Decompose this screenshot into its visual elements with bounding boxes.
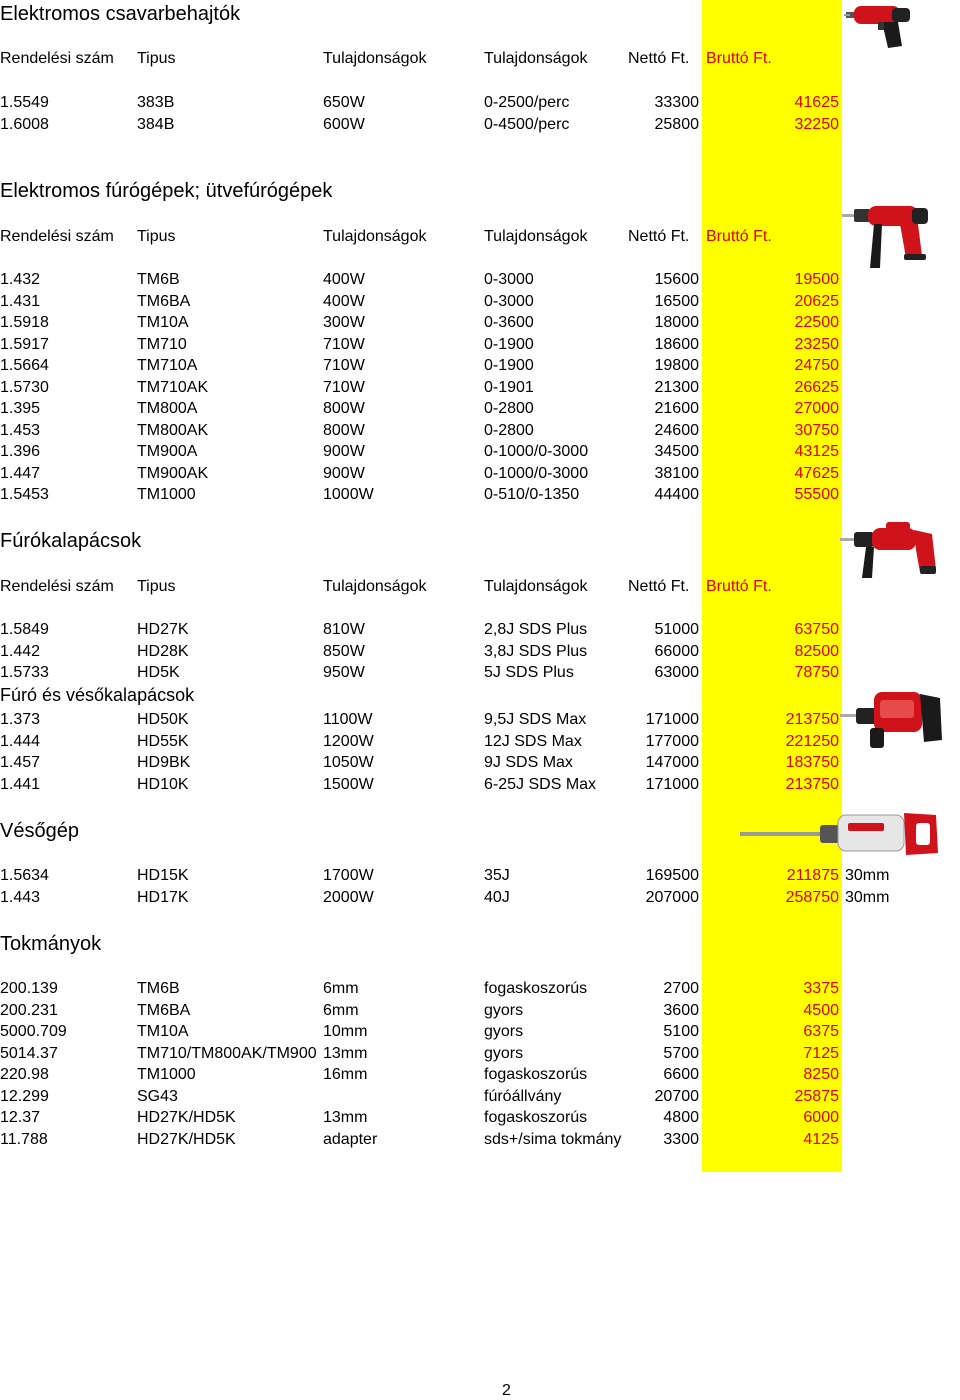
header-cell: Tulajdonságok (484, 578, 588, 595)
table-cell: 6600 (663, 1066, 699, 1083)
table-row (0, 775, 900, 795)
table-cell: gyors (484, 1044, 524, 1062)
table-row (0, 93, 900, 113)
table-cell: 6375 (803, 1023, 839, 1040)
table-cell: 1.5634 (0, 867, 49, 884)
table-row (0, 356, 900, 376)
table-cell: 221250 (785, 732, 839, 750)
table-row (0, 888, 900, 908)
table-row (0, 313, 900, 333)
table-row (0, 1022, 900, 1042)
table-cell: 26625 (794, 378, 839, 396)
table-cell: 213750 (785, 775, 839, 793)
table-cell: 19500 (794, 271, 839, 288)
table-cell: 800W (323, 421, 365, 439)
table-row (0, 115, 900, 135)
table-row (0, 421, 900, 441)
table-cell: 1.6008 (0, 115, 49, 133)
table-cell: 30mm (845, 867, 890, 884)
table-cell: 1500W (323, 775, 374, 793)
table-cell: 650W (323, 94, 365, 111)
table-cell: 2700 (663, 980, 699, 997)
table-cell: 21600 (654, 400, 699, 417)
table-cell: 1.5549 (0, 94, 49, 111)
table-row (0, 378, 900, 398)
table-cell: 169500 (645, 867, 699, 884)
table-cell: HD27K/HD5K (137, 1109, 236, 1126)
header-cell: Rendelési szám (0, 578, 114, 595)
header-cell: Rendelési szám (0, 50, 114, 67)
table-cell: 850W (323, 642, 365, 660)
table-cell: 0-3000 (484, 271, 534, 288)
table-cell: 800W (323, 400, 365, 417)
table-cell: 23250 (794, 335, 839, 353)
table-cell: 2,8J SDS Plus (484, 621, 588, 638)
table-header (0, 577, 900, 597)
table-cell: 32250 (794, 115, 839, 133)
table-cell: 24600 (654, 421, 699, 439)
table-cell: 1.396 (0, 443, 41, 460)
table-cell: 4800 (663, 1109, 699, 1126)
table-cell: TM710 (137, 335, 187, 353)
table-cell: 171000 (645, 775, 699, 793)
table-cell: 0-2500/perc (484, 94, 570, 111)
table-cell: 43125 (794, 443, 839, 460)
table-row (0, 292, 900, 312)
table-cell: TM710/TM800AK/TM900 (137, 1044, 317, 1062)
table-row (0, 732, 900, 752)
table-row (0, 866, 900, 886)
table-row (0, 753, 900, 773)
table-cell: HD10K (137, 775, 189, 793)
table-cell: HD55K (137, 732, 189, 750)
table-cell: 22500 (794, 314, 839, 331)
table-row (0, 485, 900, 505)
table-cell: 20700 (654, 1087, 699, 1105)
table-cell: 12.299 (0, 1087, 49, 1105)
table-cell: 5J SDS Plus (484, 664, 574, 681)
table-cell: 40J (484, 888, 510, 906)
table-cell: TM6B (137, 980, 180, 997)
table-row (0, 1130, 900, 1150)
table-cell: 1.5733 (0, 664, 49, 681)
table-row (0, 335, 900, 355)
table-cell: 3,8J SDS Plus (484, 642, 588, 660)
header-cell: Rendelési szám (0, 228, 114, 245)
table-cell: HD27K (137, 621, 189, 638)
table-cell: 1.431 (0, 292, 41, 310)
table-cell: HD5K (137, 664, 180, 681)
table-cell: 51000 (654, 621, 699, 638)
table-cell: 1.441 (0, 775, 41, 793)
table-cell: 2000W (323, 888, 374, 906)
table-cell: 44400 (654, 486, 699, 503)
table-cell: 9,5J SDS Max (484, 711, 587, 728)
table-cell: 950W (323, 664, 365, 681)
table-cell: 15600 (654, 271, 699, 288)
table-row (0, 1001, 900, 1021)
table-row (0, 620, 900, 640)
table-cell: 1700W (323, 867, 374, 884)
table-cell: 3300 (663, 1130, 699, 1148)
table-cell: 0-510/0-1350 (484, 486, 580, 503)
table-cell: HD9BK (137, 754, 191, 771)
table-row (0, 464, 900, 484)
table-cell: 63750 (794, 621, 839, 638)
header-cell: Tulajdonságok (484, 228, 588, 245)
table-cell: 1000W (323, 486, 374, 503)
table-cell: 0-2800 (484, 400, 534, 417)
table-cell: 1.5918 (0, 314, 49, 331)
table-cell: 300W (323, 314, 365, 331)
section-title: Elektromos fúrógépek; ütvefúrógépek (0, 180, 333, 202)
table-cell: 5000.709 (0, 1023, 67, 1040)
table-cell: 1.453 (0, 421, 41, 439)
table-cell: 34500 (654, 443, 699, 460)
table-row (0, 979, 900, 999)
header-cell: Tulajdonságok (484, 50, 588, 67)
table-cell: 4125 (803, 1130, 839, 1148)
header-cell: Tipus (137, 50, 176, 67)
table-cell: 600W (323, 115, 365, 133)
table-cell: 1200W (323, 732, 374, 750)
table-cell: 38100 (654, 464, 699, 482)
table-row (0, 663, 900, 683)
table-cell: 0-1901 (484, 378, 534, 396)
table-cell: 27000 (794, 400, 839, 417)
table-cell: 1.5849 (0, 621, 49, 638)
table-cell: 13mm (323, 1044, 368, 1062)
table-cell: 5014.37 (0, 1044, 58, 1062)
table-cell: 383B (137, 94, 175, 111)
table-cell: 1.442 (0, 642, 41, 660)
table-cell: 1.373 (0, 711, 41, 728)
table-row (0, 270, 900, 290)
table-cell: 5100 (663, 1023, 699, 1040)
table-cell: 1.5917 (0, 335, 49, 353)
table-cell: fogaskoszorús (484, 1066, 588, 1083)
table-cell: 1100W (323, 711, 373, 728)
table-cell: 6000 (803, 1109, 839, 1126)
table-cell: 30mm (845, 888, 890, 906)
table-cell: fogaskoszorús (484, 1109, 588, 1126)
table-cell: 1.444 (0, 732, 41, 750)
table-cell: 82500 (794, 642, 839, 660)
table-row (0, 1065, 900, 1085)
table-header (0, 49, 900, 69)
table-cell: 41625 (794, 94, 839, 111)
table-cell: TM6BA (137, 292, 191, 310)
rotary-hammer-image (840, 520, 940, 582)
table-cell: 1.5730 (0, 378, 49, 396)
header-cell: Bruttó Ft. (706, 578, 772, 595)
table-cell: 20625 (794, 292, 839, 310)
table-cell: HD17K (137, 888, 189, 906)
table-cell: 900W (323, 443, 365, 460)
table-cell: 1.5453 (0, 486, 49, 503)
table-row (0, 642, 900, 662)
table-cell: 16mm (323, 1066, 368, 1083)
table-cell: 6mm (323, 1001, 359, 1019)
table-cell: 10mm (323, 1023, 368, 1040)
table-cell: 6-25J SDS Max (484, 775, 597, 793)
section-title: Fúró és vésőkalapácsok (0, 685, 195, 705)
table-cell: HD50K (137, 711, 189, 728)
table-cell: adapter (323, 1130, 378, 1148)
table-cell: 400W (323, 271, 365, 288)
header-cell: Tulajdonságok (323, 578, 427, 595)
table-cell: 1.432 (0, 271, 41, 288)
table-cell: 11.788 (0, 1130, 48, 1148)
header-cell: Nettó Ft. (628, 50, 690, 67)
table-cell: 3375 (803, 980, 839, 997)
table-header (0, 227, 900, 247)
table-cell: 25800 (654, 115, 699, 133)
table-cell: 0-1000/0-3000 (484, 443, 589, 460)
table-cell: TM710AK (137, 378, 209, 396)
table-cell: 147000 (645, 754, 699, 771)
table-cell: 710W (323, 335, 365, 353)
table-cell: TM900AK (137, 464, 209, 482)
table-row (0, 1108, 900, 1128)
table-cell: TM6BA (137, 1001, 191, 1019)
table-cell: 207000 (645, 888, 699, 906)
table-cell: 1.457 (0, 754, 41, 771)
table-cell: 47625 (794, 464, 839, 482)
table-cell: 13mm (323, 1109, 368, 1126)
table-cell: 66000 (654, 642, 699, 660)
table-cell: 1.443 (0, 888, 41, 906)
table-row (0, 399, 900, 419)
table-cell: 0-2800 (484, 421, 534, 439)
table-cell: 0-3600 (484, 314, 534, 331)
table-cell: 30750 (794, 421, 839, 439)
table-cell: 35J (484, 867, 510, 884)
table-cell: TM1000 (137, 1066, 196, 1083)
table-cell: 200.139 (0, 980, 58, 997)
table-cell: HD15K (137, 867, 189, 884)
section-title: Vésőgép (0, 820, 79, 842)
table-cell: SG43 (137, 1087, 178, 1105)
table-cell: TM1000 (137, 486, 196, 503)
header-cell: Tipus (137, 578, 176, 595)
header-cell: Nettó Ft. (628, 228, 690, 245)
table-cell: 0-1000/0-3000 (484, 464, 589, 482)
table-cell: 3600 (663, 1001, 699, 1019)
header-cell: Tipus (137, 228, 176, 245)
table-cell: 24750 (794, 357, 839, 374)
header-cell: Tulajdonságok (323, 50, 427, 67)
table-cell: 1.395 (0, 400, 41, 417)
header-cell: Bruttó Ft. (706, 228, 772, 245)
table-cell: 78750 (794, 664, 839, 681)
table-cell: 384B (137, 115, 175, 133)
table-cell: 63000 (654, 664, 699, 681)
table-cell: 220.98 (0, 1066, 49, 1083)
table-cell: 55500 (794, 486, 839, 503)
table-cell: 710W (323, 357, 365, 374)
header-cell: Bruttó Ft. (706, 50, 772, 67)
table-cell: TM800A (137, 400, 198, 417)
table-cell: 0-1900 (484, 335, 534, 353)
table-cell: 0-3000 (484, 292, 534, 310)
table-cell: 400W (323, 292, 365, 310)
table-cell: 33300 (654, 94, 699, 111)
table-cell: 16500 (654, 292, 699, 310)
table-cell: 0-4500/perc (484, 115, 570, 133)
table-cell: 7125 (803, 1044, 839, 1062)
header-cell: Nettó Ft. (628, 578, 690, 595)
table-cell: 183750 (785, 754, 839, 771)
table-cell: sds+/sima tokmány (484, 1130, 622, 1148)
table-cell: TM710A (137, 357, 198, 374)
section-title: Elektromos csavarbehajtók (0, 3, 241, 25)
table-cell: 211875 (786, 867, 839, 884)
screwdriver-image (842, 2, 918, 50)
table-row (0, 1087, 900, 1107)
table-cell: 177000 (645, 732, 699, 750)
demolition-hammer-image (740, 805, 940, 861)
combi-hammer-image (840, 684, 944, 752)
table-cell: gyors (484, 1001, 524, 1019)
table-cell: fúróállvány (484, 1087, 562, 1105)
table-cell: 19800 (654, 357, 699, 374)
table-cell: 25875 (794, 1087, 839, 1105)
impact-drill-image (840, 198, 936, 272)
table-cell: 21300 (654, 378, 699, 396)
page-number: 2 (502, 1382, 511, 1399)
table-row (0, 442, 900, 462)
table-cell: fogaskoszorús (484, 980, 588, 997)
table-cell: 0-1900 (484, 357, 534, 374)
table-cell: HD28K (137, 642, 189, 660)
table-cell: 6mm (323, 980, 359, 997)
table-row (0, 710, 900, 730)
table-cell: 18600 (654, 335, 699, 353)
table-cell: 1.447 (0, 464, 41, 482)
table-cell: TM6B (137, 271, 180, 288)
table-cell: 5700 (663, 1044, 699, 1062)
table-cell: 8250 (803, 1066, 839, 1083)
table-cell: 810W (323, 621, 365, 638)
table-cell: 171000 (645, 711, 699, 728)
table-cell: TM800AK (137, 421, 209, 439)
table-cell: HD27K/HD5K (137, 1130, 236, 1148)
section-title: Fúrókalapácsok (0, 530, 142, 552)
table-cell: 4500 (803, 1001, 839, 1019)
table-cell: 900W (323, 464, 365, 482)
table-cell: 258750 (785, 888, 839, 906)
table-row (0, 1044, 900, 1064)
section-title: Tokmányok (0, 933, 102, 955)
table-cell: 213750 (785, 711, 839, 728)
table-cell: 18000 (654, 314, 699, 331)
table-cell: 9J SDS Max (484, 754, 573, 771)
table-cell: 12J SDS Max (484, 732, 582, 750)
table-cell: 710W (323, 378, 365, 396)
table-cell: 1.5664 (0, 357, 49, 374)
table-cell: 200.231 (0, 1001, 58, 1019)
table-cell: 1050W (323, 754, 374, 771)
header-cell: Tulajdonságok (323, 228, 427, 245)
table-cell: TM10A (137, 1023, 189, 1040)
table-cell: 12.37 (0, 1109, 41, 1126)
table-cell: TM900A (137, 443, 198, 460)
table-cell: TM10A (137, 314, 189, 331)
table-cell: gyors (484, 1023, 524, 1040)
